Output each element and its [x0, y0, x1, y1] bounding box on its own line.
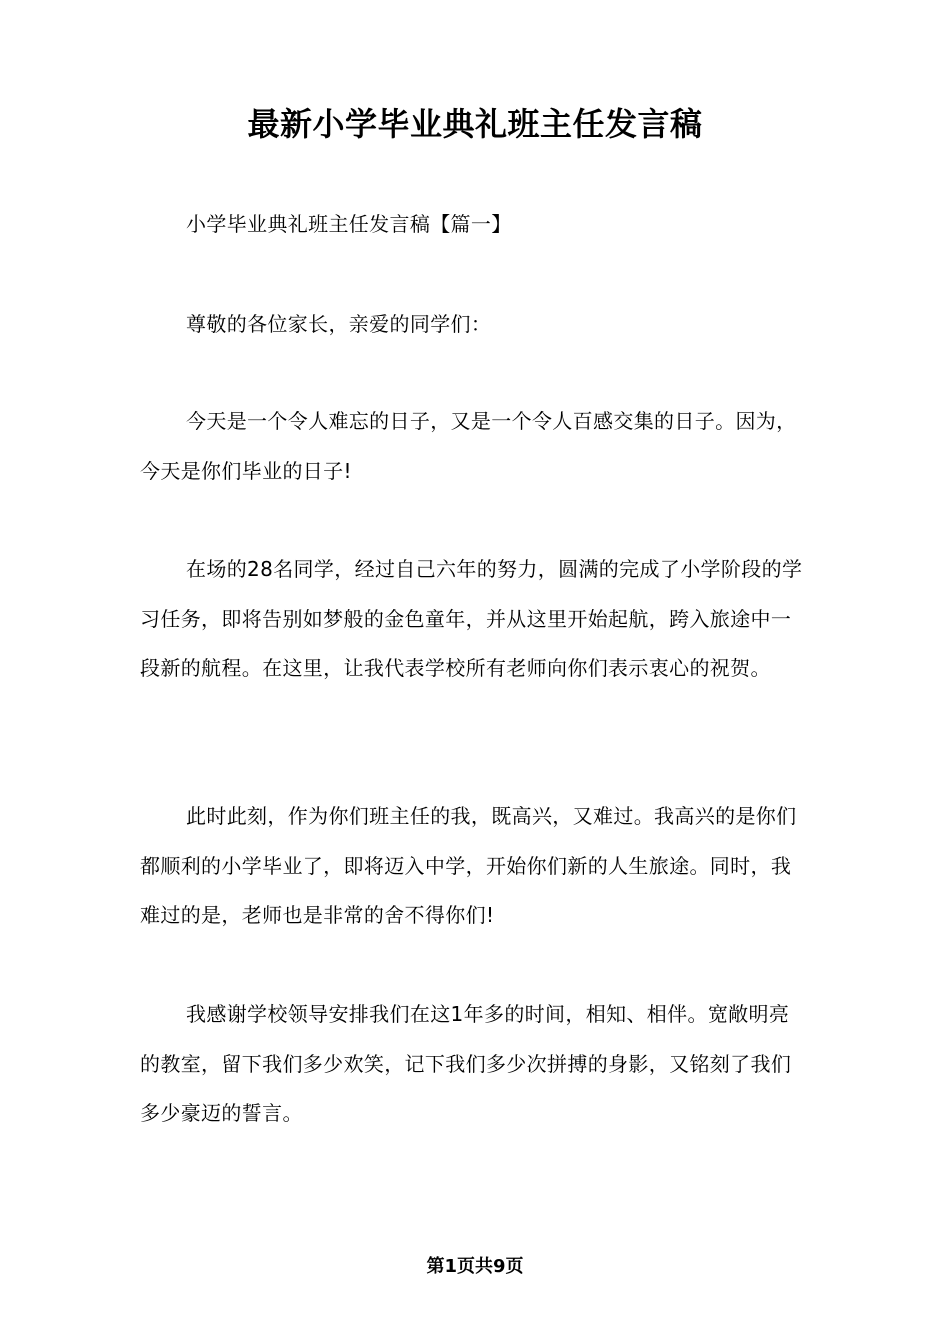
greeting: 尊敬的各位家长，亲爱的同学们： — [186, 312, 492, 336]
document-title: 最新小学毕业典礼班主任发言稿 — [247, 105, 703, 143]
paragraph-3: 此时此刻，作为你们班主任的我，既高兴，又难过。我高兴的是你们都顺利的小学毕业了，即将迈入中学，开始你们新的人生旅途。同时，我难过的是，老师也是非常的舍不得你们! — [140, 804, 797, 927]
page-number-footer: 第1页共9页 — [426, 1256, 524, 1277]
paragraph-1: 今天是一个令人难忘的日子，又是一个令人百感交集的日子。因为，今天是你们毕业的日子! — [140, 409, 797, 483]
paragraph-2: 在场的28名同学，经过自己六年的努力，圆满的完成了小学阶段的学习任务，即将告别如梦般的金色童年，并从这里开始起航，跨入旅途中一段新的航程。在这里，让我代表学校所有老师向你们表示衷心的祝贺。 — [140, 557, 803, 680]
paragraph-4: 我感谢学校领导安排我们在这1年多的时间，相知、相伴。宽敞明亮的教室，留下我们多少欢笑，记下我们多少次拼搏的身影，又铭刻了我们多少豪迈的誓言。 — [140, 1002, 792, 1125]
section-heading: 小学毕业典礼班主任发言稿【篇一】 — [186, 212, 512, 236]
